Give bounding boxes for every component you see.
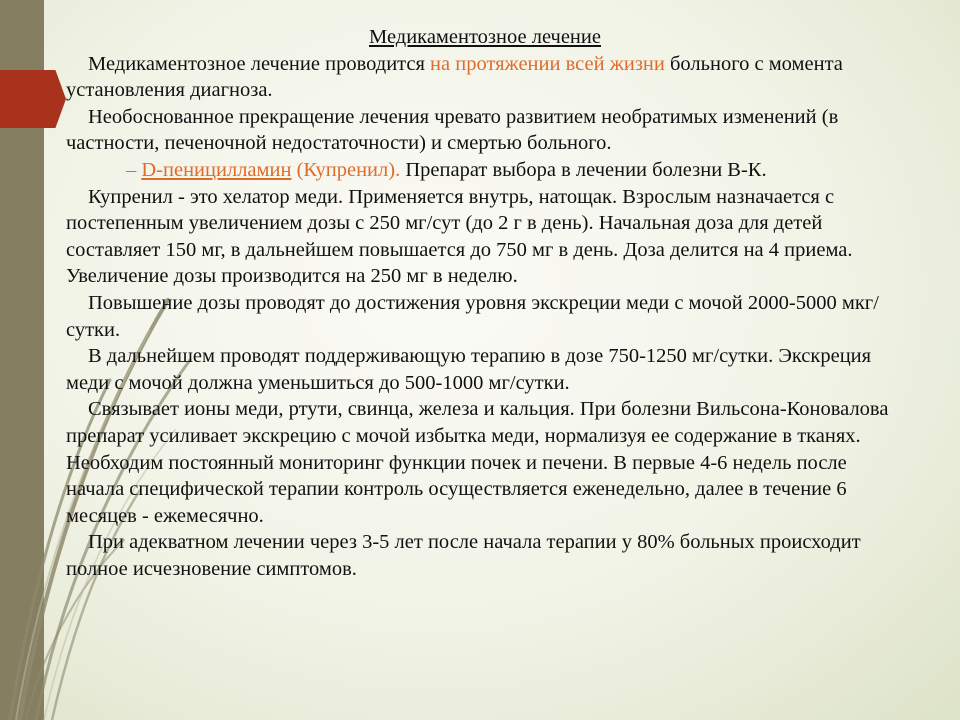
drug-link-d-penicillamine[interactable]: D-пеницилламин	[141, 158, 292, 181]
paragraph-text: больного с момента установления диагноза.	[66, 52, 843, 102]
dash-marker: –	[126, 158, 137, 181]
paragraph-text: Препарат выбора в лечении болезни В-К.	[400, 158, 767, 181]
paragraph-text: Медикаментозное лечение проводится	[88, 52, 431, 75]
red-arrow-tab	[0, 70, 66, 128]
paragraph-maintenance-therapy: В дальнейшем проводят поддерживающую терапию в дозе 750-1250 мг/сутки. Экскреция меди с мочой должна уменьшиться до 500-1000 мг/сутки.	[66, 345, 872, 394]
paragraph-drug-choice	[66, 157, 896, 184]
slide-content	[66, 24, 896, 582]
paragraph-cuprenil-dosing: Купренил - это хелатор меди. Применяется внутрь, натощак. Взрослым назначается с постепенным увеличением дозы с 250 мг/сут (до 2 г в день). Начальная доза для детей составляет 150 мг, в дальнейшем повышается до 750 мг в день. Доза делится на 4 приема. Увеличение дозы производится на 250 мг в неделю.	[66, 185, 853, 288]
paragraph-lifelong-treatment	[66, 51, 896, 104]
highlight-text: на протяжении всей жизни	[430, 52, 665, 75]
paragraph-discontinuation-risk: Необоснованное прекращение лечения чревато развитием необратимых изменений (в частности, печеночной недостаточности) и смертью больного.	[66, 105, 839, 155]
paragraph-outcome: При адекватном лечении через 3-5 лет после начала терапии у 80% больных происходит полное исчезновение симптомов.	[66, 531, 861, 580]
paragraph-mechanism-monitoring: Связывает ионы меди, ртути, свинца, железа и кальция. При болезни Вильсона-Коновалова препарат усиливает экскрецию с мочой избытка меди, нормализуя ее содержание в тканях. Необходим постоянный мониторинг функции почек и печени. В первые 4-6 недель после начала специфической терапии контроль осуществляется еженедельно, далее в течение 6 месяцев - ежемесячно.	[66, 398, 889, 527]
paragraph-dose-increase: Повышение дозы проводят до достижения уровня экскреции меди с мочой 2000-5000 мкг/сутки.	[66, 291, 879, 341]
slide-title: Медикаментозное лечение	[369, 26, 601, 48]
drug-brand-name: (Купренил).	[296, 158, 401, 181]
